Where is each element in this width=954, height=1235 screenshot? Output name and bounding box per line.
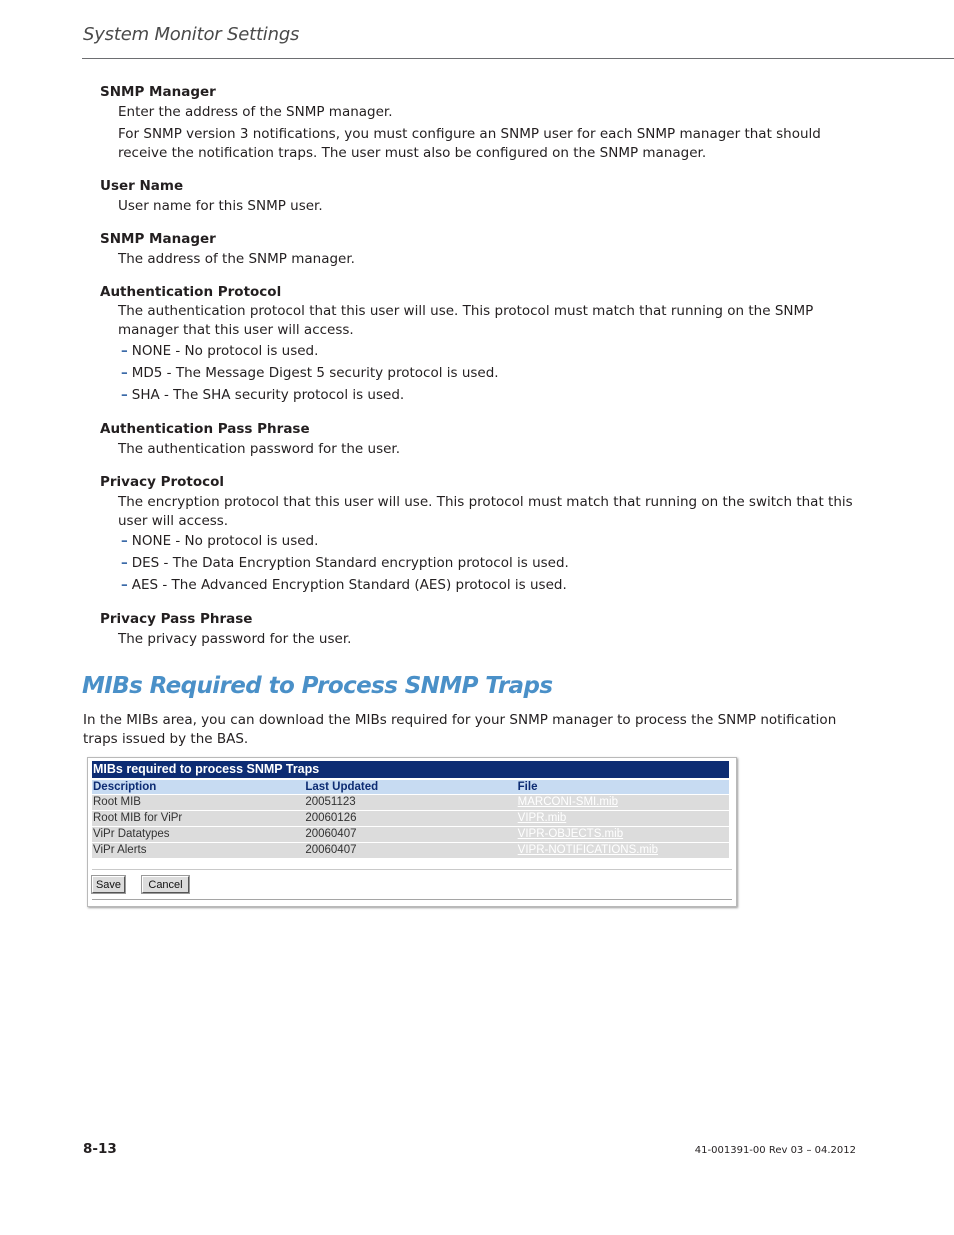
list-item	[121, 343, 318, 359]
running-header: System Monitor Settings	[83, 24, 300, 45]
cell-last-updated: 20060126	[304, 811, 516, 826]
cell-last-updated: 20060407	[304, 843, 516, 858]
mibs-table	[92, 779, 729, 859]
column-header-last-updated: Last Updated	[304, 780, 516, 794]
table-header-row	[92, 780, 729, 794]
section-title: MIBs Required to Process SNMP Traps	[82, 673, 553, 699]
list-item	[121, 577, 567, 593]
file-link[interactable]: VIPR-NOTIFICATIONS.mib	[517, 843, 729, 858]
cell-description: ViPr Datatypes	[92, 827, 304, 842]
desc-privacy-protocol: The encryption protocol that this user will use. This protocol must match that running on the switch that this user will access.	[118, 494, 853, 529]
file-link[interactable]: MARCONI-SMI.mib	[517, 795, 729, 810]
bullet-dash: –	[121, 387, 128, 403]
table-row	[92, 843, 729, 858]
bullet-dash: –	[121, 555, 128, 571]
term-authentication-pass-phrase: Authentication Pass Phrase	[100, 421, 310, 437]
mibs-panel	[87, 757, 737, 907]
cell-description: Root MIB	[92, 795, 304, 810]
panel-bottom-divider	[92, 899, 732, 900]
document-id: 41-001391-00 Rev 03 – 04.2012	[694, 1145, 856, 1156]
list-item	[121, 387, 404, 403]
bullet-dash: –	[121, 533, 128, 549]
file-link[interactable]: VIPR-OBJECTS.mib	[517, 827, 729, 842]
desc-snmp-manager-1: Enter the address of the SNMP manager.	[118, 104, 393, 120]
panel-divider	[92, 869, 732, 870]
term-privacy-protocol: Privacy Protocol	[100, 474, 225, 490]
bullet-text: MD5 - The Message Digest 5 security protocol is used.	[131, 365, 499, 381]
column-header-description: Description	[92, 780, 304, 794]
bullet-text: DES - The Data Encryption Standard encryption protocol is used.	[131, 555, 569, 571]
panel-title: MIBs required to process SNMP Traps	[92, 761, 729, 778]
cell-last-updated: 20051123	[304, 795, 516, 810]
list-item	[121, 555, 569, 571]
header-rule	[82, 58, 954, 59]
column-header-file: File	[517, 780, 729, 794]
bullet-dash: –	[121, 577, 128, 593]
term-user-name: User Name	[100, 178, 184, 194]
section-intro: In the MIBs area, you can download the MIBs required for your SNMP manager to process the SNMP notification traps issued by the BAS.	[83, 712, 837, 747]
term-snmp-manager-user: SNMP Manager	[100, 231, 216, 247]
desc-user-name: User name for this SNMP user.	[118, 198, 323, 214]
save-button[interactable]: Save	[92, 876, 125, 893]
list-item	[121, 533, 318, 549]
desc-snmp-manager-2: For SNMP version 3 notifications, you must configure an SNMP user for each SNMP manager that should receive the notification traps. The user must also be configured on the SNMP manager.	[118, 126, 821, 161]
desc-snmp-manager-user: The address of the SNMP manager.	[118, 251, 355, 267]
cell-description: ViPr Alerts	[92, 843, 304, 858]
bullet-text: SHA - The SHA security protocol is used.	[131, 387, 405, 403]
table-row	[92, 795, 729, 810]
page-number: 8-13	[83, 1141, 117, 1157]
table-row	[92, 811, 729, 826]
list-item	[121, 365, 499, 381]
cancel-button[interactable]: Cancel	[142, 876, 189, 893]
bullet-text: NONE - No protocol is used.	[131, 533, 319, 549]
bullet-text: NONE - No protocol is used.	[131, 343, 319, 359]
desc-privacy-pass-phrase: The privacy password for the user.	[118, 631, 352, 647]
cell-description: Root MIB for ViPr	[92, 811, 304, 826]
term-authentication-protocol: Authentication Protocol	[100, 284, 282, 300]
desc-authentication-protocol: The authentication protocol that this user will use. This protocol must match that running on the SNMP manager that this user will access.	[118, 303, 814, 338]
cell-last-updated: 20060407	[304, 827, 516, 842]
term-privacy-pass-phrase: Privacy Pass Phrase	[100, 611, 253, 627]
table-row	[92, 827, 729, 842]
file-link[interactable]: VIPR.mib	[517, 811, 729, 826]
bullet-dash: –	[121, 365, 128, 381]
term-snmp-manager: SNMP Manager	[100, 84, 216, 100]
desc-authentication-pass-phrase: The authentication password for the user.	[118, 441, 401, 457]
bullet-dash: –	[121, 343, 128, 359]
bullet-text: AES - The Advanced Encryption Standard (AES) protocol is used.	[131, 577, 567, 593]
